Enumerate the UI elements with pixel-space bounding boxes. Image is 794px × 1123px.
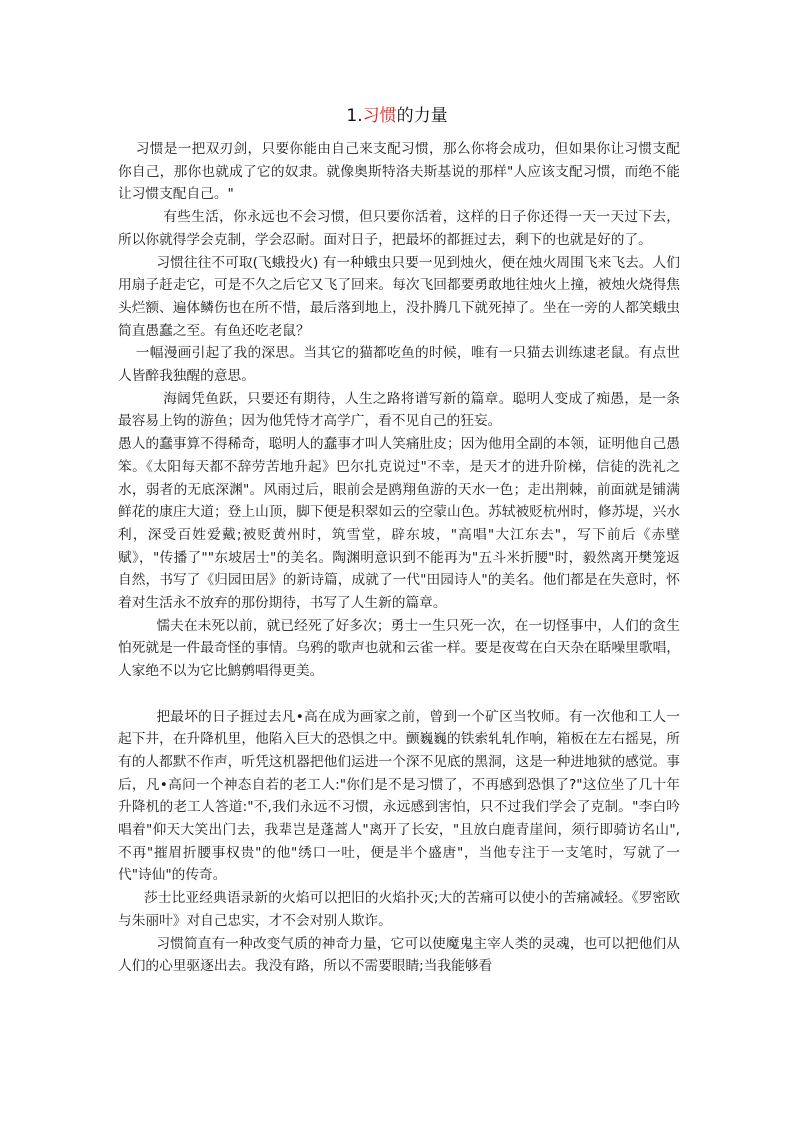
paragraph: 一幅漫画引起了我的深思。当其它的猫都吃鱼的时候，唯有一只猫去训练逮老鼠。有点世人皆醉我独醒的意思。 (118, 345, 680, 385)
title-prefix: 1. (346, 106, 363, 126)
paragraph: 有些生活，你永远也不会习惯，但只要你活着，这样的日子你还得一天一天过下去，所以你就得学会克制，学会忍耐。面对日子，把最坏的都捱过去，剩下的也就是好的了。 (118, 209, 680, 248)
paragraph: 海阔凭鱼跃，只要还有期待，人生之路将谱写新的篇章。聪明人变成了痴愚，是一条最容易上钩的游鱼；因为他凭恃才高学广，看不见自己的狂妄。 (118, 390, 680, 430)
blank-line (118, 683, 680, 706)
paragraph: 懦夫在未死以前，就已经死了好多次；勇士一生只死一次，在一切怪事中，人们的贪生怕死就是一件最奇怪的事情。乌鸦的歌声也就和云雀一样。要是夜莺在白天杂在聒噪里歌唱，人家绝不以为它比鹪鹩唱得更美。 (118, 617, 680, 680)
article-body (118, 138, 680, 978)
title-highlight: 习惯 (362, 106, 397, 126)
paragraph: 莎士比亚经典语录新的火焰可以把旧的火焰扑灭;大的苦痛可以使小的苦痛减轻。《罗密欧与朱丽叶》对自己忠实，才不会对别人欺诈。 (118, 890, 680, 929)
paragraph: 把最坏的日子捱过去凡•高在成为画家之前，曾到一个矿区当牧师。有一次他和工人一起下井，在升降机里，他陷入巨大的恐惧之中。颤巍巍的铁索轧轧作响，箱板在左右摇晃，所有的人都默不作声，听凭这机器把他们运进一个深不见底的黑洞，这是一种进地狱的感觉。事后，凡•高问一个神态自若的老工人:"你们是不是习惯了，不再感到恐惧了?"这位坐了几十年升降机的老工人答道:"不,我们永远不习惯，永远感到害怕，只不过我们学会了克制。"李白吟唱着"仰天大笑出门去，我辈岂是蓬蒿人"离开了长安，"且放白鹿青崖间，须行即骑访名山",不再"摧眉折腰事权贵"的他"绣口一吐，便是半个盛唐"，当他专注于一支笔时，写就了一代"诗仙"的传奇。 (118, 708, 680, 884)
paragraph: 习惯往往不可取(飞蛾投火) 有一种蛾虫只要一见到烛火，便在烛火周围飞来飞去。人们用扇子赶走它，可是不久之后它又飞了回来。每次飞回都要勇敢地往烛火上撞，被烛火烧得焦头烂额、遍体鳞伤也在所不惜，最后落到地上，没扑腾几下就死掉了。坐在一旁的人都笑蛾虫简直愚蠢之至。有鱼还吃老鼠？ (118, 254, 680, 339)
paragraph: 愚人的蠢事算不得稀奇，聪明人的蠢事才叫人笑痛肚皮；因为他用全副的本领，证明他自己愚笨。《太阳每天都不辞劳苦地升起》巴尔扎克说过"不幸，是天才的进升阶梯，信徒的洗礼之水，弱者的无底深渊"。风雨过后，眼前会是鸥翔鱼游的天水一色；走出荆棘，前面就是铺满鲜花的康庄大道；登上山顶，脚下便是积翠如云的空蒙山色。苏轼被贬杭州时，修苏堤，兴水利，深受百姓爱戴;被贬黄州时，筑雪堂，辟东坡，"高唱"大江东去"，写下前后《赤壁赋》，"传播了""东坡居士"的美名。陶渊明意识到不能再为"五斗米折腰"时，毅然离开樊笼返自然，书写了《归园田居》的新诗篇，成就了一代"田园诗人"的美名。他们都是在失意时，怀着对生活永不放弃的那份期待，书写了人生新的篇章。 (118, 436, 680, 612)
paragraph: 习惯简直有一种改变气质的神奇力量，它可以使魔鬼主宰人类的灵魂，也可以把他们从人们的心里驱逐出去。我没有路，所以不需要眼睛;当我能够看 (118, 935, 680, 975)
title-suffix: 的力量 (396, 106, 448, 126)
paragraph: 习惯是一把双刃剑，只要你能由自己来支配习惯，那么你将会成功，但如果你让习惯支配你自己，那你也就成了它的奴隶。就像奥斯特洛夫斯基说的那样"人应该支配习惯，而绝不能让习惯支配自己。" (118, 141, 680, 203)
page-title (0, 104, 794, 128)
